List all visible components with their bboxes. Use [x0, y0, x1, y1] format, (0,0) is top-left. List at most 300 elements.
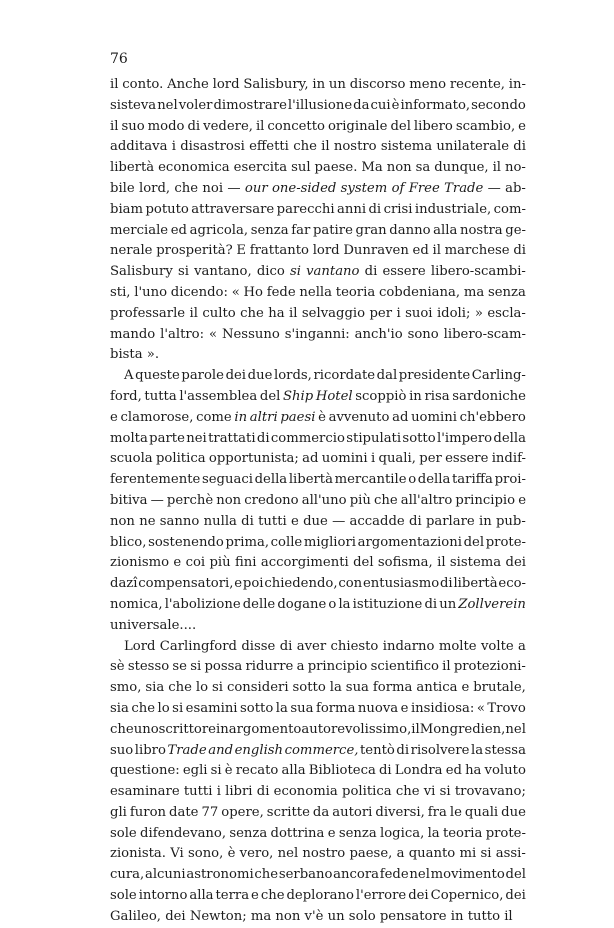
- word: a: [396, 846, 405, 862]
- word: »: [474, 305, 483, 321]
- word: discorso: [349, 77, 406, 92]
- word: crisi: [383, 201, 413, 217]
- word: sia: [110, 700, 129, 716]
- italic-word: vantano: [306, 264, 360, 280]
- word: assi-: [495, 846, 526, 862]
- word: o: [408, 472, 417, 488]
- word: pub-: [495, 513, 526, 529]
- word: zionista.: [110, 846, 166, 862]
- word: bile: [110, 180, 135, 196]
- word: v'è: [304, 908, 328, 924]
- text-line: [110, 117, 526, 138]
- word: che: [254, 867, 279, 883]
- word: commercio: [270, 430, 345, 446]
- word: di: [409, 513, 422, 529]
- word: il: [442, 659, 451, 675]
- word: senza: [487, 284, 526, 300]
- word: del: [505, 867, 526, 883]
- word: nostro: [302, 846, 346, 862]
- word: dei: [505, 555, 526, 571]
- text-line: [110, 325, 526, 346]
- word: Ma: [361, 160, 383, 176]
- word: scuola: [110, 451, 153, 467]
- word: cui: [370, 97, 391, 113]
- word: selvaggio: [301, 305, 366, 321]
- word: in: [479, 513, 492, 529]
- word: bista: [110, 347, 147, 363]
- text-line: [110, 75, 526, 96]
- word: se: [172, 659, 187, 675]
- text-line: [110, 616, 526, 637]
- word: all'uno: [301, 492, 347, 508]
- word: zionismo: [110, 555, 170, 571]
- word: poi: [242, 576, 264, 592]
- word: essere: [382, 264, 426, 280]
- word: si: [212, 680, 223, 696]
- word: la: [329, 680, 342, 696]
- word: difendevano,: [140, 825, 227, 841]
- word: sua: [345, 680, 369, 696]
- word: A: [124, 368, 134, 384]
- word: merciale: [110, 222, 169, 238]
- word: sistema: [380, 139, 433, 155]
- word: voluto: [484, 763, 526, 779]
- word: come: [196, 409, 232, 425]
- word: lords,: [274, 368, 312, 384]
- word: paese.: [314, 160, 358, 176]
- text-line: [110, 283, 526, 304]
- word: senza: [229, 825, 268, 841]
- word: sofisma,: [377, 555, 433, 571]
- word: non: [386, 160, 412, 176]
- text-line: [110, 699, 526, 720]
- word: più: [209, 555, 231, 571]
- text-line: [110, 158, 526, 179]
- word: ge-: [505, 222, 526, 238]
- word: del: [463, 534, 485, 550]
- paragraph: [110, 366, 526, 636]
- word: scientifico: [370, 659, 439, 675]
- word: unilaterale: [436, 139, 509, 155]
- italic-word: our: [244, 180, 268, 196]
- word: possa: [204, 659, 243, 675]
- word: culto: [202, 305, 236, 321]
- word: brutale,: [473, 680, 526, 696]
- word: furon: [129, 804, 167, 820]
- word: che: [168, 680, 192, 696]
- text-line: [110, 595, 526, 616]
- word: nerale: [110, 243, 153, 259]
- word: la: [338, 596, 351, 612]
- word: di: [424, 596, 438, 612]
- word: forma: [315, 700, 356, 716]
- word: modo: [147, 118, 185, 134]
- word: com-: [493, 201, 526, 217]
- word: protezioni-: [453, 659, 526, 675]
- word: il: [432, 243, 441, 259]
- word: nomica,: [110, 596, 163, 612]
- word: sè: [110, 659, 125, 675]
- word: per: [369, 305, 393, 321]
- word: che: [293, 139, 317, 155]
- word: eco-: [498, 576, 526, 592]
- word: dei: [225, 368, 247, 384]
- word: i: [370, 451, 376, 467]
- paragraph: [110, 637, 526, 928]
- word: biam: [110, 201, 144, 217]
- word: teoria: [442, 825, 483, 841]
- word: quali: [464, 804, 499, 820]
- word: —: [332, 513, 346, 529]
- word: —: [227, 180, 241, 196]
- word: Dunraven: [343, 243, 409, 259]
- word: consideri: [226, 680, 289, 696]
- text-line: [110, 678, 526, 699]
- word: sti,: [110, 284, 131, 300]
- word: i: [396, 305, 401, 321]
- word: e: [291, 513, 299, 529]
- word: di: [439, 576, 453, 592]
- word: è: [391, 97, 400, 113]
- text-line: [110, 803, 526, 824]
- word: parte: [149, 430, 185, 446]
- word: che: [373, 492, 398, 508]
- word: originale: [327, 118, 388, 134]
- word: molte: [438, 638, 477, 654]
- text-line: [110, 241, 526, 262]
- word: ed: [445, 763, 462, 779]
- text-line: [110, 491, 526, 512]
- word: nel: [409, 867, 430, 883]
- word: con: [338, 576, 363, 592]
- word: esamini: [185, 700, 238, 716]
- word: un: [328, 77, 346, 92]
- italic-word: commerce,: [284, 742, 359, 758]
- word: il: [321, 139, 330, 155]
- word: nel: [277, 846, 299, 862]
- text-line: [110, 179, 526, 200]
- word: libertà: [453, 576, 498, 592]
- word: compensatori,: [138, 576, 234, 592]
- italic-word: Zollverein: [458, 596, 526, 612]
- word: sole: [110, 825, 137, 841]
- word: Copernico,: [430, 888, 504, 904]
- word: Galileo,: [110, 908, 166, 924]
- word: —: [487, 180, 501, 196]
- word: informato,: [400, 97, 471, 113]
- text-line: [110, 221, 526, 242]
- word: gli: [110, 804, 127, 820]
- word: è: [318, 409, 326, 425]
- italic-word: Hotel: [315, 388, 353, 404]
- paragraph: [110, 75, 526, 366]
- word: opere,: [221, 804, 264, 820]
- word: anch'io: [354, 326, 403, 342]
- word: clamorose,: [120, 409, 194, 425]
- word: universale....: [110, 617, 197, 633]
- word: e: [400, 700, 409, 716]
- word: prosperità?: [156, 243, 233, 259]
- word: date: [169, 804, 199, 820]
- word: diversi,: [375, 804, 425, 820]
- text-line: [110, 886, 526, 907]
- word: si: [190, 659, 202, 675]
- word: voler: [178, 97, 213, 113]
- italic-word: Trade: [444, 180, 484, 196]
- word: vi: [423, 784, 436, 800]
- word: tentò: [360, 742, 395, 758]
- word: due: [303, 513, 328, 529]
- word: insidiosa:: [410, 700, 475, 716]
- word: secondo: [471, 97, 526, 113]
- word: uomini: [321, 451, 368, 467]
- word: stesso: [127, 659, 170, 675]
- word: sotto: [402, 430, 436, 446]
- word: ch'ebbero: [459, 409, 526, 425]
- word: nel: [505, 721, 526, 737]
- text-line: [110, 137, 526, 158]
- word: Nessuno: [221, 326, 280, 342]
- word: e: [251, 888, 259, 904]
- word: e: [234, 576, 243, 592]
- word: dogane: [277, 596, 327, 612]
- word: paese,: [349, 846, 393, 862]
- text-line: [110, 345, 526, 366]
- word: mando: [110, 326, 156, 342]
- word: far: [291, 222, 311, 238]
- word: prote-: [485, 825, 526, 841]
- word: libero-scambi-: [430, 264, 526, 280]
- page-number: 76: [110, 51, 128, 67]
- word: «: [208, 326, 218, 342]
- italic-word: in: [234, 409, 248, 425]
- word: suo: [110, 742, 134, 758]
- word: ridurre: [245, 659, 294, 675]
- word: scritte: [266, 804, 310, 820]
- word: intorno: [138, 888, 188, 904]
- word: stessa: [484, 742, 526, 758]
- word: di: [378, 763, 392, 779]
- text-line: [110, 366, 526, 387]
- word: Ho: [243, 284, 263, 300]
- word: concetto: [267, 118, 325, 134]
- word: parlare: [425, 513, 475, 529]
- word: marchese: [444, 243, 510, 259]
- word: e: [518, 118, 526, 134]
- word: si: [210, 763, 222, 779]
- text-line: [110, 429, 526, 450]
- word: suo: [121, 118, 145, 134]
- word: mi: [459, 846, 477, 862]
- word: in: [450, 908, 468, 924]
- word: chiesto: [330, 638, 379, 654]
- italic-word: altri: [249, 409, 278, 425]
- word: cura,: [110, 867, 145, 883]
- word: alcuni: [144, 867, 186, 883]
- word: fra: [427, 804, 447, 820]
- word: solo: [348, 908, 380, 924]
- word: s'inganni:: [284, 326, 350, 342]
- word: movimento: [430, 867, 505, 883]
- word: di: [256, 784, 270, 800]
- text-line: [110, 200, 526, 221]
- word: lo: [157, 700, 170, 716]
- word: sono: [407, 326, 439, 342]
- body-text: [110, 75, 526, 928]
- text-line: [110, 824, 526, 845]
- word: professarle: [110, 305, 186, 321]
- word: prote-: [485, 534, 526, 550]
- word: ab-: [505, 180, 526, 196]
- word: pensatore: [379, 908, 451, 924]
- italic-word: paesi: [280, 409, 316, 425]
- text-line: [110, 387, 526, 408]
- word: alla: [189, 888, 214, 904]
- word: Newton;: [189, 908, 251, 924]
- word: il: [189, 305, 198, 321]
- word: tutti: [183, 784, 213, 800]
- word: recente,: [449, 77, 505, 92]
- word: il: [437, 555, 446, 571]
- word: un: [439, 596, 457, 612]
- word: che: [260, 888, 285, 904]
- word: Londra: [394, 763, 443, 779]
- word: ma: [463, 284, 485, 300]
- word: autori: [332, 804, 373, 820]
- text-line: [110, 449, 526, 470]
- word: di: [513, 139, 526, 155]
- word: risa: [424, 388, 450, 404]
- word: avvenuto: [328, 409, 390, 425]
- word: migliori: [303, 534, 356, 550]
- word: sostenendo: [148, 534, 224, 550]
- word: argomentazioni: [357, 534, 462, 550]
- word: attraversare: [191, 201, 275, 217]
- word: a: [296, 659, 305, 675]
- word: la: [471, 742, 484, 758]
- word: additava: [110, 139, 168, 155]
- word: astronomi: [186, 867, 254, 883]
- word: ad: [392, 409, 409, 425]
- word: ed: [412, 243, 429, 259]
- word: sanno: [159, 513, 200, 529]
- word: i: [216, 784, 221, 800]
- text-line: [110, 844, 526, 865]
- text-line: [110, 657, 526, 678]
- word: dottrina: [270, 825, 325, 841]
- word: da: [353, 97, 370, 113]
- word: è: [227, 846, 236, 862]
- word: senza: [338, 825, 377, 841]
- text-line: [110, 533, 526, 554]
- italic-word: of: [391, 180, 405, 196]
- word: del: [259, 388, 281, 404]
- word: di: [364, 264, 378, 280]
- word: libero: [413, 118, 453, 134]
- word: lord: [212, 77, 240, 92]
- word: Mongredien,: [419, 721, 506, 737]
- word: o: [328, 596, 337, 612]
- word: del: [353, 555, 374, 571]
- word: la: [275, 700, 288, 716]
- word: vero,: [239, 846, 274, 862]
- word: che: [110, 721, 134, 737]
- word: opportunista;: [208, 451, 299, 467]
- text-line: [110, 907, 526, 928]
- word: che: [240, 305, 264, 321]
- word: nel: [157, 97, 178, 113]
- word: lord,: [139, 180, 171, 196]
- word: lord: [312, 243, 340, 259]
- word: «: [231, 284, 240, 300]
- word: sia: [145, 680, 165, 696]
- word: gran: [355, 222, 387, 238]
- word: proi-: [494, 472, 526, 488]
- word: vedere,: [203, 118, 253, 134]
- word: esaminare: [110, 784, 180, 800]
- word: dei: [408, 888, 429, 904]
- word: nostra: [459, 222, 503, 238]
- word: queste: [135, 368, 180, 384]
- word: E: [236, 243, 247, 259]
- word: perchè: [166, 492, 214, 508]
- word: sotto: [240, 700, 274, 716]
- word: Salisbury,: [243, 77, 309, 92]
- word: accorgimenti: [260, 555, 349, 571]
- word: il: [411, 721, 420, 737]
- word: conto.: [122, 77, 164, 92]
- text-line: [110, 470, 526, 491]
- text-line: [110, 761, 526, 782]
- word: tutti: [258, 513, 287, 529]
- word: politica: [155, 451, 206, 467]
- word: effetti: [249, 139, 289, 155]
- text-line: [110, 865, 526, 886]
- word: di: [513, 243, 526, 259]
- word: lo: [195, 680, 209, 696]
- word: anni: [336, 201, 367, 217]
- word: tutta: [144, 388, 177, 404]
- word: ha: [465, 763, 482, 779]
- word: si: [177, 264, 189, 280]
- word: dazî: [110, 576, 138, 592]
- word: fede: [379, 867, 409, 883]
- word: teoria: [335, 284, 376, 300]
- text-line: [110, 553, 526, 574]
- word: quali,: [378, 451, 416, 467]
- word: ricordate: [313, 368, 376, 384]
- word: l'errore: [355, 888, 407, 904]
- word: le: [449, 804, 462, 820]
- word: Trovo: [487, 700, 526, 716]
- word: no-: [504, 160, 526, 176]
- word: non: [275, 908, 305, 924]
- word: parole: [181, 368, 224, 384]
- word: sistema: [449, 555, 502, 571]
- text-line: [110, 96, 526, 117]
- text-line: [110, 741, 526, 762]
- text-line: [110, 304, 526, 325]
- word: e: [461, 680, 470, 696]
- word: terra: [215, 888, 250, 904]
- word: autorevolissimo,: [301, 721, 412, 737]
- word: indarno: [382, 638, 435, 654]
- word: stipulati: [346, 430, 402, 446]
- word: dicendo:: [170, 284, 228, 300]
- word: scambio,: [455, 118, 516, 134]
- word: colle: [270, 534, 303, 550]
- text-line: [110, 512, 526, 533]
